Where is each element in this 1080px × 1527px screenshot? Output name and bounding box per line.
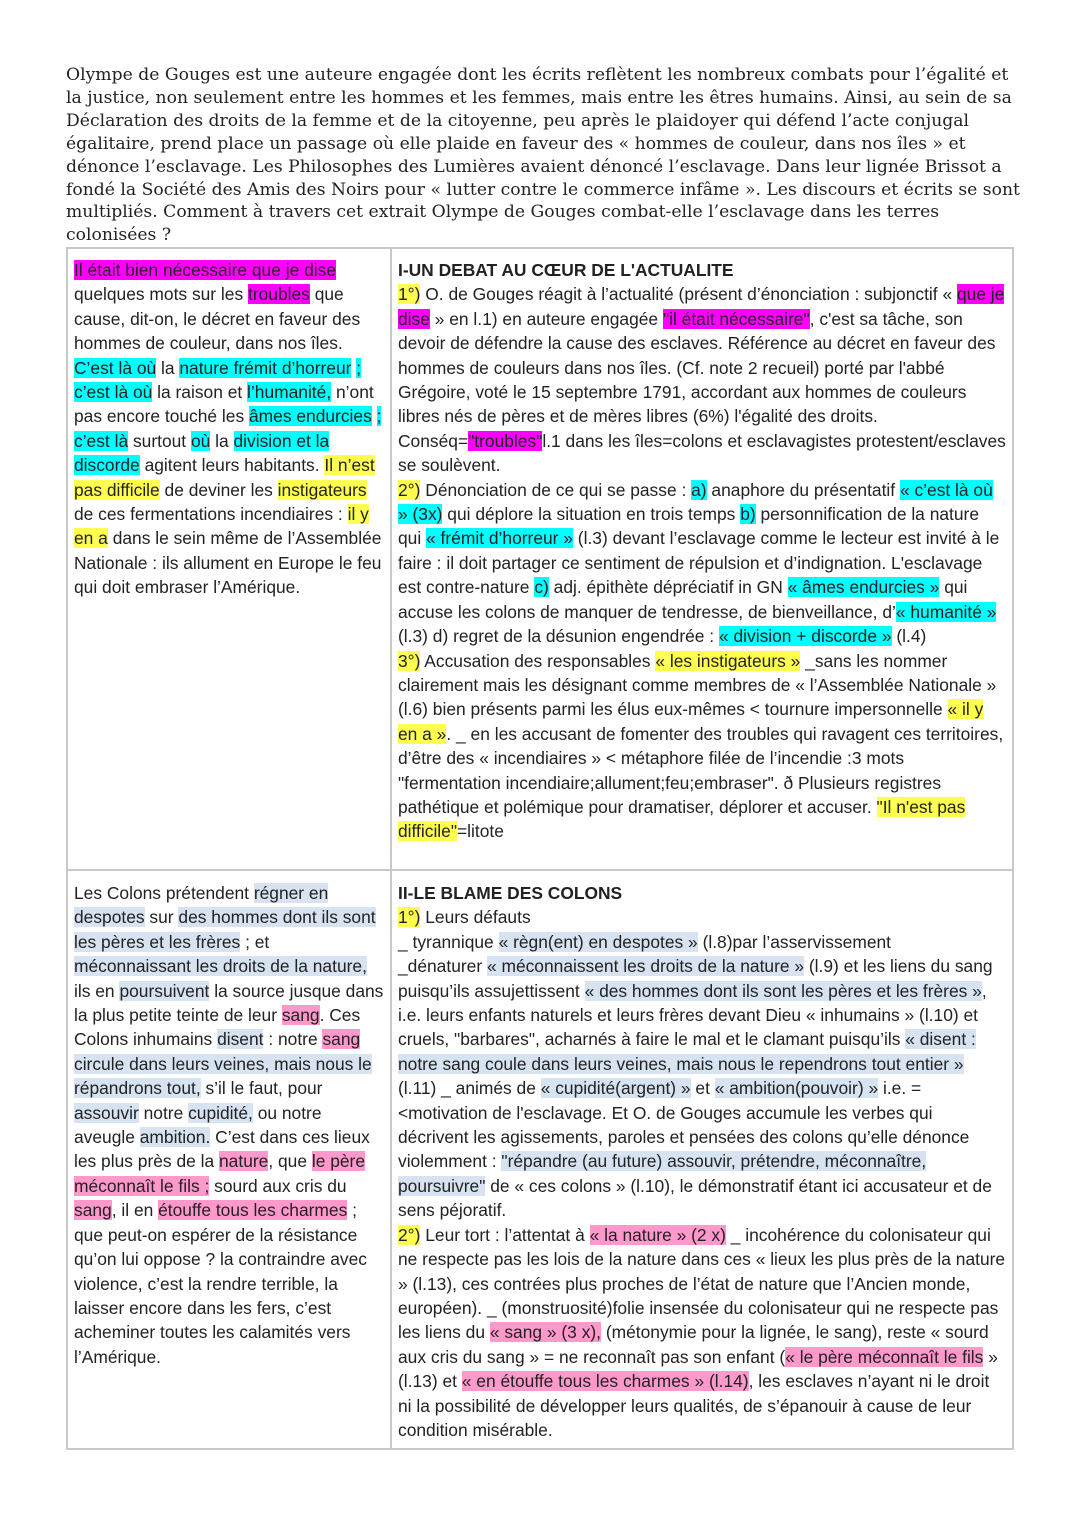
highlight-light-blue: « disent : notre sang coule dans leurs veines, mais nous le rependrons tout entier » [398,1029,976,1074]
text-span: sur [144,907,179,928]
text-span: (l.11) _ animés de [398,1078,541,1099]
text-span: O. de Gouges réagit à l’actualité (présent d’énonciation : subjonctif « [420,284,957,305]
text-span: _dénaturer [398,956,487,977]
highlight-light-blue: "répandre (au future) assouvir, prétendre, méconnaître, poursuivre" [398,1151,927,1196]
section-heading: II-LE BLAME DES COLONS [398,883,623,903]
text-span: que cause, dit-on, le décret en faveur des hommes de couleur, dans nos îles. [74,284,361,354]
text-span: qui déplore la situation en trois temps [442,504,741,525]
highlight-cyan: a) [691,479,707,500]
text-span: (l.9) et les liens du sang puisqu’ils assujettissent [398,956,993,1001]
text-span: _ tyrannique [398,931,499,952]
text-span: l.1 dans les îles=colons et esclavagistes protestent/esclaves se soulèvent. [398,430,1006,476]
text-span: la [210,430,234,451]
highlight-pink: sang [281,1005,320,1026]
highlight-yellow: il y en a [74,504,369,549]
highlight-pink: étouffe tous les charmes [158,1200,348,1221]
highlight-light-blue: assouvir [74,1102,139,1123]
highlight-pink: « la nature » (2 x) [589,1224,726,1245]
analysis-point-1 [398,905,1006,929]
intro-paragraph: Olympe de Gouges est une auteure engagée dont les écrits reflètent les nombreux combats pour l’égalité et la justice, non seulement entre les hommes et les femmes, mais entre les êtres humains. Ainsi, au sein de sa Déclaration des droits de la femme et de la citoyenne, peu après le plaidoyer qui défend l’acte conjugal égalitaire, prend place un passage où elle plaide en faveur des « hommes de couleur, dans nos îles » et dénonce l’esclavage. Les Philosophes des Lumières avaient dénoncé l’esclavage. Dans leur lignée Brissot a fondé la Société des Amis des Noirs pour « lutter contre le commerce infâme ». Les discours et écrits se sont multipliés. Comment à travers cet extrait Olympe de Gouges combat-elle l’esclavage dans les terres colonisées ? [66,65,1020,246]
highlight-cyan: « division + discorde » [718,626,892,647]
highlight-cyan: ; c’est là où [74,357,362,403]
text-span: . _ en les accusant de fomenter des troubles qui ravagent ces territoires, d’être des « incendiaires » < métaphore filée de l’incendie :3 mots "fermentation incendiaire;allument;feu;embraser". ð Plusieurs registres pathétique et polémique pour dramatiser, déplorer et accuser. [398,723,1004,817]
text-span: Dénonciation de ce qui se passe : [420,479,692,500]
text-span: surtout [128,430,191,451]
highlight-light-blue: « cupidité(argent) » [540,1078,691,1099]
analysis-line [398,954,1006,1222]
highlight-light-blue: « règn(ent) en despotes » [498,931,698,952]
highlight-cyan: c) [534,577,549,598]
text-span: qui accuse les colons de manquer de tendresse, de bienveillance, d’ [398,577,968,622]
text-span: =litote [457,821,504,842]
text-span: la raison et [152,382,248,403]
highlight-light-blue: « méconnaissent les droits de la nature » [486,956,805,977]
text-span: de ces fermentations incendiaires : [74,504,348,525]
highlight-cyan: « humanité » [895,601,997,622]
text-span: » en l.1) en auteure engagée [429,308,663,329]
text-span: anaphore du présentatif [706,479,900,500]
text-span: agitent leurs habitants. [139,455,325,476]
highlight-yellow: 3°) [398,650,421,671]
highlight-pink: nature [219,1151,269,1172]
text-span: de « ces colons » (l.10), le démonstratif étant ici accusateur et de sens péjoratif. [398,1175,992,1221]
text-span: sourd aux cris du [209,1175,347,1196]
extract-text-part-2 [67,870,391,1449]
text-span: quelques mots sur les [74,284,248,305]
text-span: la [156,357,180,378]
text-span: n’ont pas encore touché les [74,382,374,427]
highlight-light-blue: « des hommes dont ils sont les pères et les frères » [584,980,982,1001]
highlight-pink: sang [322,1029,361,1050]
text-span: dans le sein même de l’Assemblée Nationale : ils allument en Europe le feu qui doit embraser l’Amérique. [74,528,382,598]
highlight-pink: sang [74,1200,112,1221]
highlight-cyan: « c’est là où » (3x) [398,479,993,525]
highlight-light-blue: cupidité, [188,1102,253,1123]
text-span: ; et [240,931,270,952]
text-span: C’est dans ces lieux les plus près de la [74,1127,370,1172]
highlight-cyan: division et la discorde [74,430,330,476]
text-span: s’il le faut, pour [200,1078,323,1099]
highlight-yellow: "Il n'est pas difficile" [398,796,966,842]
text-span: , que [268,1151,312,1172]
analysis-part-1 [391,248,1013,870]
text-span: , les esclaves n’ayant ni le droit ni la possibilité de développer leurs qualités, de s’épanouir à cause de leur condition misérable. [398,1371,990,1440]
highlight-light-blue: ambition. [139,1127,211,1148]
highlight-light-blue: circule dans leurs veines, mais nous le répandrons tout, [74,1053,372,1099]
text-span: (l.8)par l’asservissement [697,931,892,952]
text-span: adj. épithète dépréciatif in GN [548,577,788,598]
text-span: Accusation des responsables [420,650,656,671]
highlight-light-blue: poursuivent [119,980,210,1001]
text-span [372,406,377,426]
table-row [67,248,1013,870]
text-span: ou notre aveugle [74,1102,322,1148]
highlight-yellow: « les instigateurs » [655,650,801,671]
highlight-magenta: "il était nécessaire" [662,308,810,329]
analysis-part-2 [391,870,1013,1449]
analysis-line [398,930,1006,954]
highlight-cyan: où [190,430,211,451]
text-span: i.e. =<motivation de l'esclavage. Et O. de Gouges accumule les verbes qui décrivent les agissements, paroles et pensées des colons qu’elle dénonce violemment : [398,1078,970,1172]
text-span: _ incohérence du colonisateur qui ne respecte pas les lois de la nature dans ces « lieux les plus près de la nature » (l.13), ces contrées plus proches de l’état de nature que l’Ancien monde, européen). _ (monstruosité)folie insensée du colonisateur qui ne respecte pas les liens du [398,1224,1006,1343]
highlight-yellow: 1°) [398,907,421,928]
highlight-magenta: troubles [248,284,310,305]
text-span: » (l.13) et [398,1346,998,1392]
text-span: et [690,1078,715,1099]
extract-text-part-1 [67,248,391,870]
highlight-yellow: « il y en a » [398,699,984,744]
text-span: personnification de la nature qui [398,504,979,549]
highlight-cyan: nature frémit d’horreur [179,357,352,378]
text-span: , il en [111,1200,159,1221]
analysis-point-3 [398,649,1006,844]
analysis-point-2 [398,1223,1006,1443]
highlight-magenta: que je dise [398,284,1005,329]
highlight-pink: le père méconnaît le fils ; [74,1151,366,1196]
highlight-magenta: "troubles" [468,430,543,451]
text-span: , c'est sa tâche, son devoir de défendre la cause des esclaves. Référence au décret en faveur des hommes de couleurs dans nos îles. (Cf. note 2 recueil) porté par l'abbé Grégoire, voté le 15 septembre 1791, accordant aux hommes de couleurs libres nés de pères et de mères libres (6%) l'égalité des droits. Conséq= [398,308,996,451]
text-span: : notre [263,1029,323,1050]
text-span: _sans les nommer clairement mais les désignant comme membres de « l’Assemblée Nationale » (l.6) bien présents parmi les élus eux-mêmes < tournure impersonnelle [398,650,997,720]
text-span: notre [138,1102,189,1123]
text-span: la source jusque dans la plus petite teinte de leur [74,980,384,1026]
highlight-cyan: « frémit d’horreur » [426,528,573,549]
text-span: (l.3) d) regret de la désunion engendrée : [398,626,719,647]
table-row [67,870,1013,1449]
highlight-cyan: C’est là où [74,357,157,378]
text-span: Leurs défauts [420,907,531,928]
highlight-light-blue: régner en despotes [74,883,329,928]
highlight-cyan: ; c’est là [74,406,382,451]
highlight-yellow: instigateurs [277,479,367,500]
text-span: , i.e. leurs enfants naturels et leurs frères devant Dieu « inhumains » (l.10) et cruels, "barbares", acharnés à faire le mal et le clamant puisqu’ils [398,980,987,1050]
analysis-point-1 [398,282,1006,477]
highlight-light-blue: des hommes dont ils sont les pères et les frères [74,907,376,952]
section-heading: I-UN DEBAT AU CŒUR DE L'ACTUALITE [398,260,734,280]
highlight-yellow: 2°) [398,479,421,500]
highlight-light-blue: « ambition(pouvoir) » [714,1078,879,1099]
analysis-table [66,247,1014,1450]
text-span: ils en [74,980,120,1001]
text-span: (l.4) [891,626,927,647]
analysis-point-2 [398,478,1006,649]
text-span: Les Colons prétendent [74,883,254,903]
highlight-pink: « sang » (3 x), [489,1322,602,1343]
highlight-cyan: « âmes endurcies » [787,577,940,598]
text-span: ; que peut-on espérer de la résistance qu’on lui oppose ? la contraindre avec violence, c’est la rendre terrible, la laisser encore dans les fers, c’est acheminer toutes les calamités vers l’Amérique. [74,1200,367,1367]
highlight-pink: « en étouffe tous les charmes » (l.14) [461,1371,749,1392]
text-span: Leur tort : l’attentat à [420,1224,590,1245]
highlight-pink: « le père méconnaît le fils [785,1346,984,1367]
highlight-cyan: l’humanité, [247,382,332,403]
text-span: (l.3) devant l’esclavage comme le lecteur est invité à le faire : il doit partager ce sentiment de répulsion et d’indignation. L'esclavage est contre-nature [398,528,1000,598]
highlight-cyan: âmes endurcies [249,406,372,427]
highlight-yellow: Il n’est pas difficile [74,455,375,500]
text-span: . Ces Colons inhumains [74,1005,361,1050]
highlight-yellow: 2°) [398,1224,421,1245]
highlight-light-blue: disent [217,1029,264,1050]
highlight-light-blue: méconnaissant les droits de la nature, [74,956,367,977]
text-span: (métonymie pour la lignée, le sang), reste « sourd aux cris du sang » = ne reconnaît pas son enfant ( [398,1322,989,1367]
highlight-cyan: b) [740,504,756,525]
highlight-yellow: 1°) [398,284,421,305]
text-span: de deviner les [159,479,278,500]
highlight-magenta: Il était bien nécessaire que je dise [74,260,336,280]
